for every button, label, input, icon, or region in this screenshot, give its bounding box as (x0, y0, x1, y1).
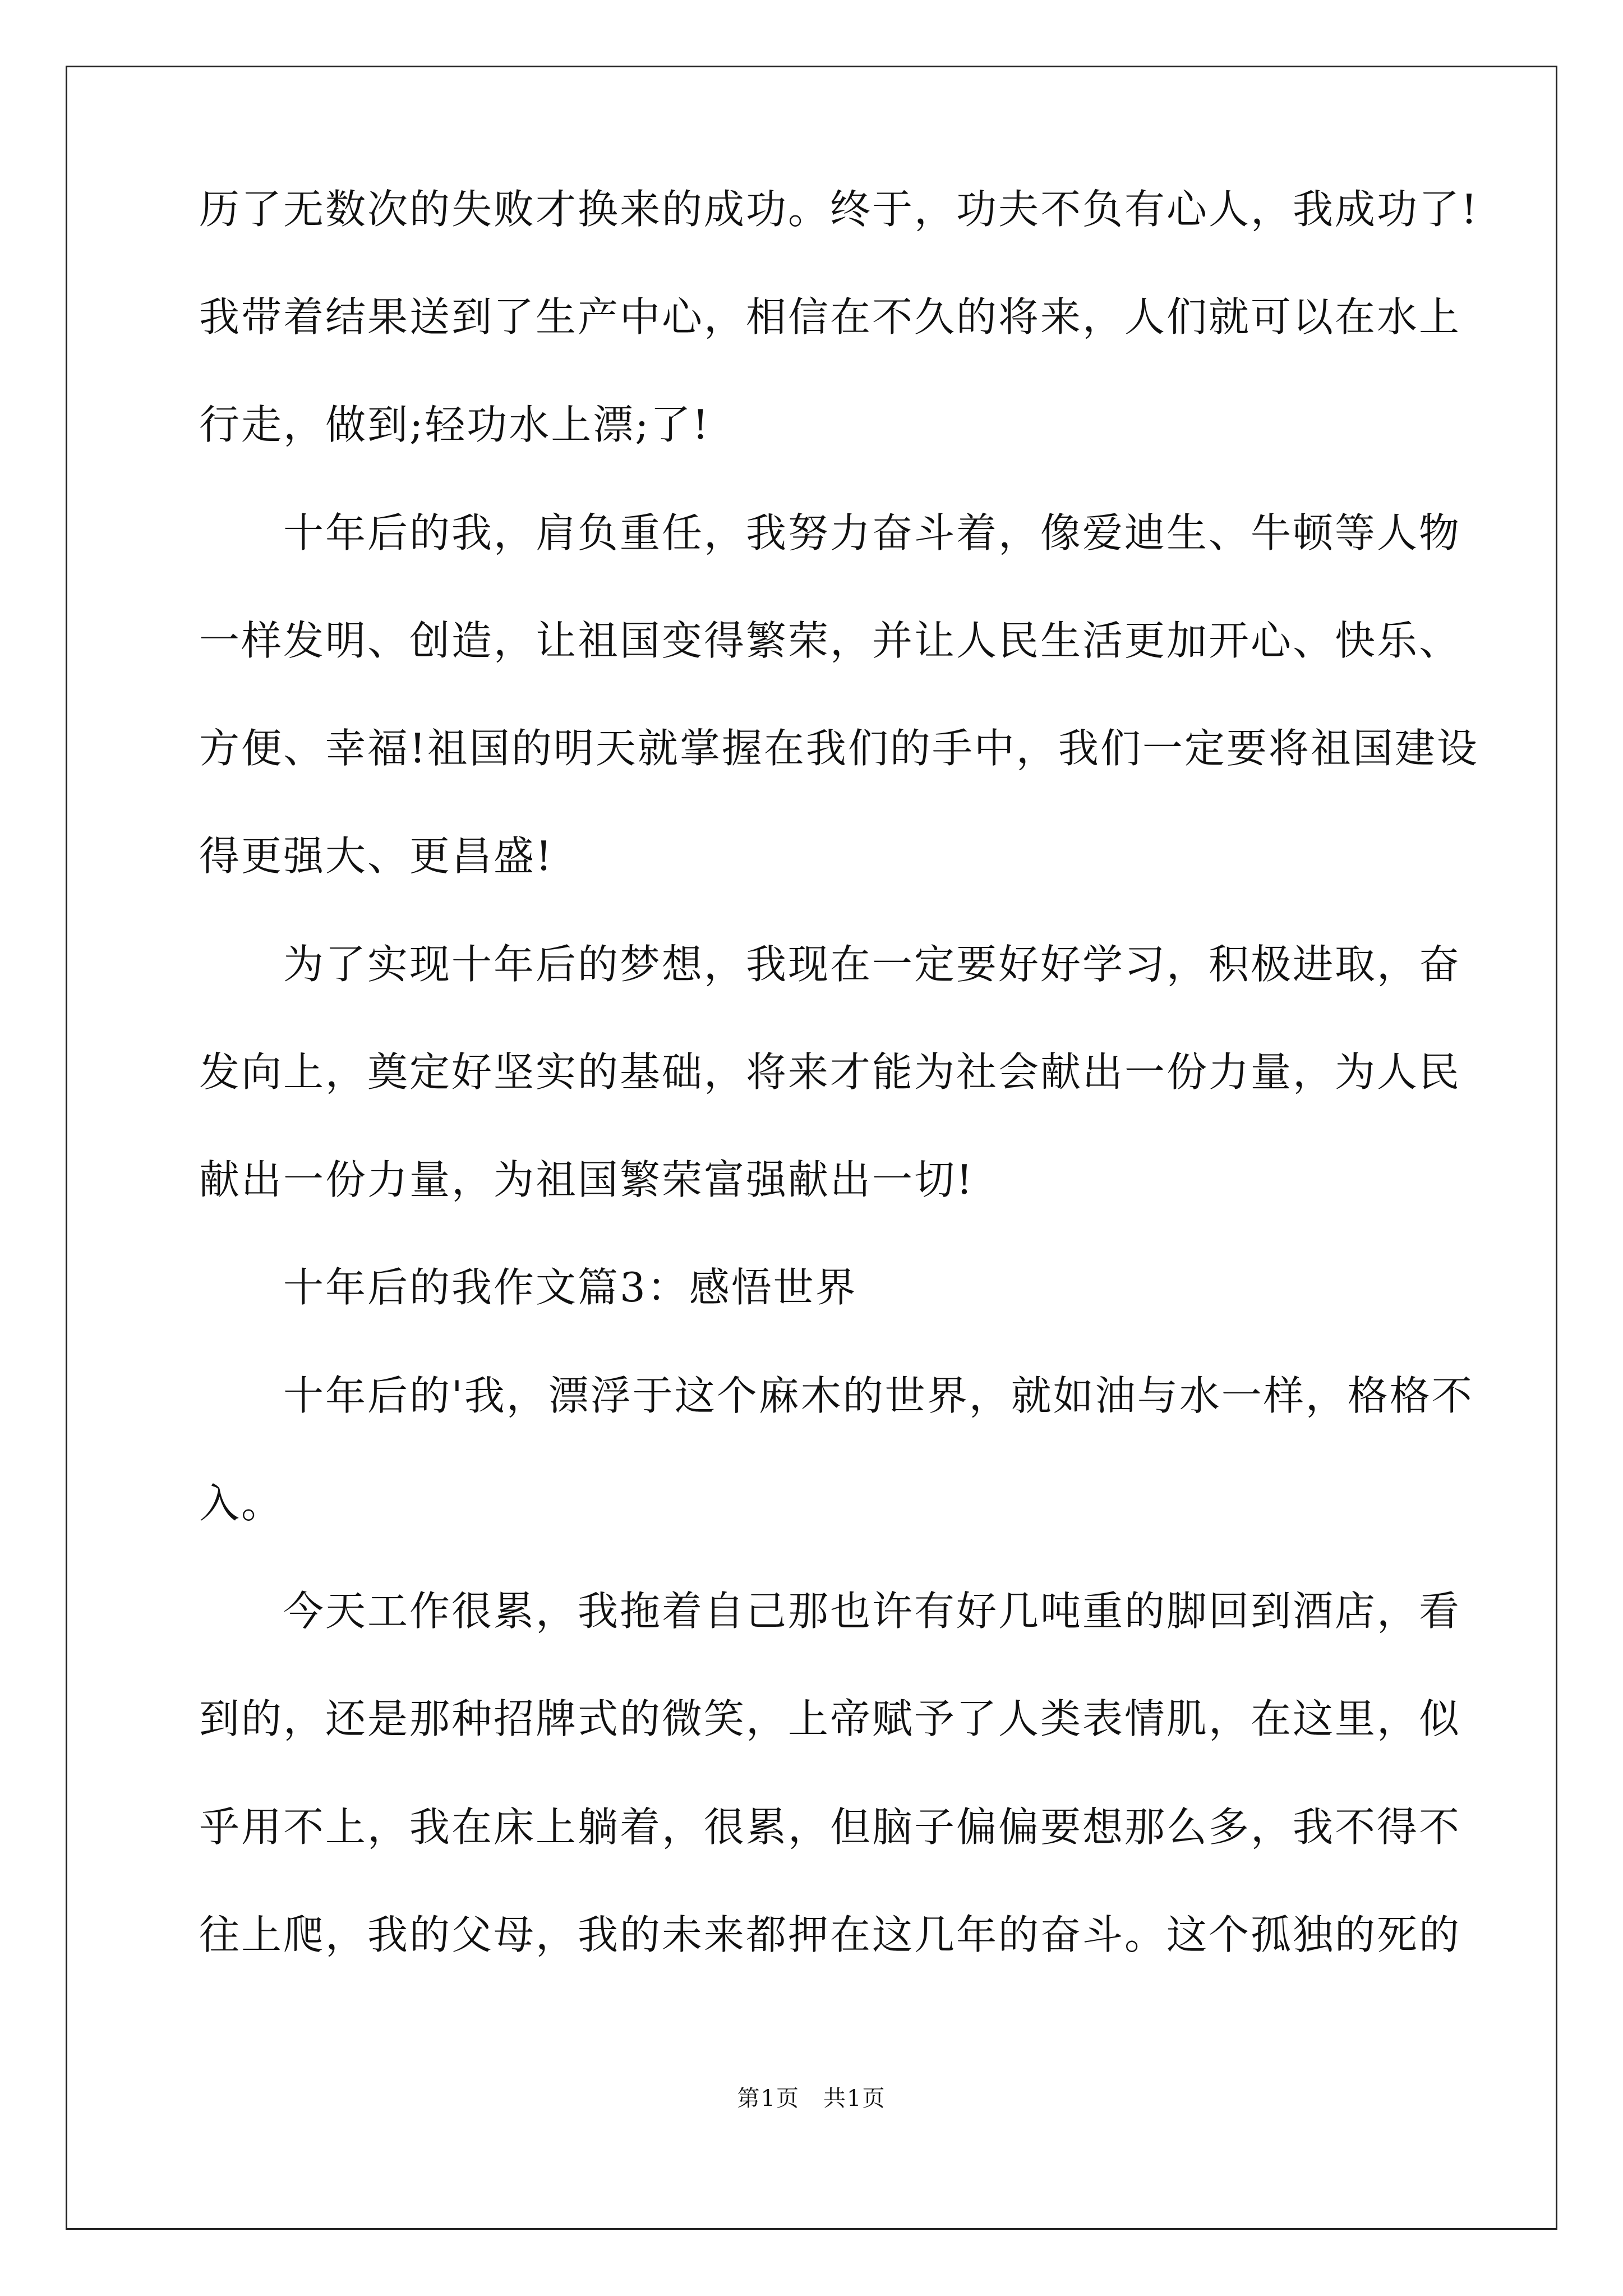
text-line: 乎用不上，我在床上躺着，很累，但脑子偏偏要想那么多，我不得不 (199, 1803, 1461, 1851)
page-number: 第1页 共1页 (737, 2086, 886, 2111)
text-line: 我带着结果送到了生产中心，相信在不久的将来，人们就可以在水上 (199, 293, 1461, 341)
text-line: 到的，还是那种招牌式的微笑，上帝赋予了人类表情肌，在这里，似 (199, 1695, 1461, 1742)
text-line: 往上爬，我的父母，我的未来都押在这几年的奋斗。这个孤独的死的 (199, 1911, 1461, 1958)
text-line: 十年后的'我，漂浮于这个麻木的世界，就如油与水一样，格格不 (199, 1372, 1474, 1419)
text-line: 发向上，奠定好坚实的基础，将来才能为社会献出一份力量，为人民 (199, 1048, 1461, 1096)
text-line: 方便、幸福!祖国的明天就掌握在我们的手中，我们一定要将祖国建设 (199, 725, 1479, 772)
text-line: 一样发明、创造，让祖国变得繁荣，并让人民生活更加开心、快乐、 (199, 617, 1461, 664)
text-line: 为了实现十年后的梦想，我现在一定要好好学习，积极进取，奋 (199, 941, 1461, 988)
text-line: 入。 (199, 1480, 284, 1527)
page-border (66, 66, 1557, 2230)
text-line: 历了无数次的失败才换来的成功。终于，功夫不负有心人，我成功了! (199, 186, 1479, 233)
text-line: 十年后的我，肩负重任，我努力奋斗着，像爱迪生、牛顿等人物 (199, 509, 1461, 556)
text-line: 行走，做到;轻功水上漂;了! (199, 401, 711, 448)
section-heading: 十年后的我作文篇3：感悟世界 (199, 1264, 857, 1311)
text-line: 今天工作很累，我拖着自己那也许有好几吨重的脚回到酒店，看 (199, 1588, 1461, 1635)
text-line: 献出一份力量，为祖国繁荣富强献出一切! (199, 1156, 974, 1203)
text-line: 得更强大、更昌盛! (199, 832, 554, 880)
